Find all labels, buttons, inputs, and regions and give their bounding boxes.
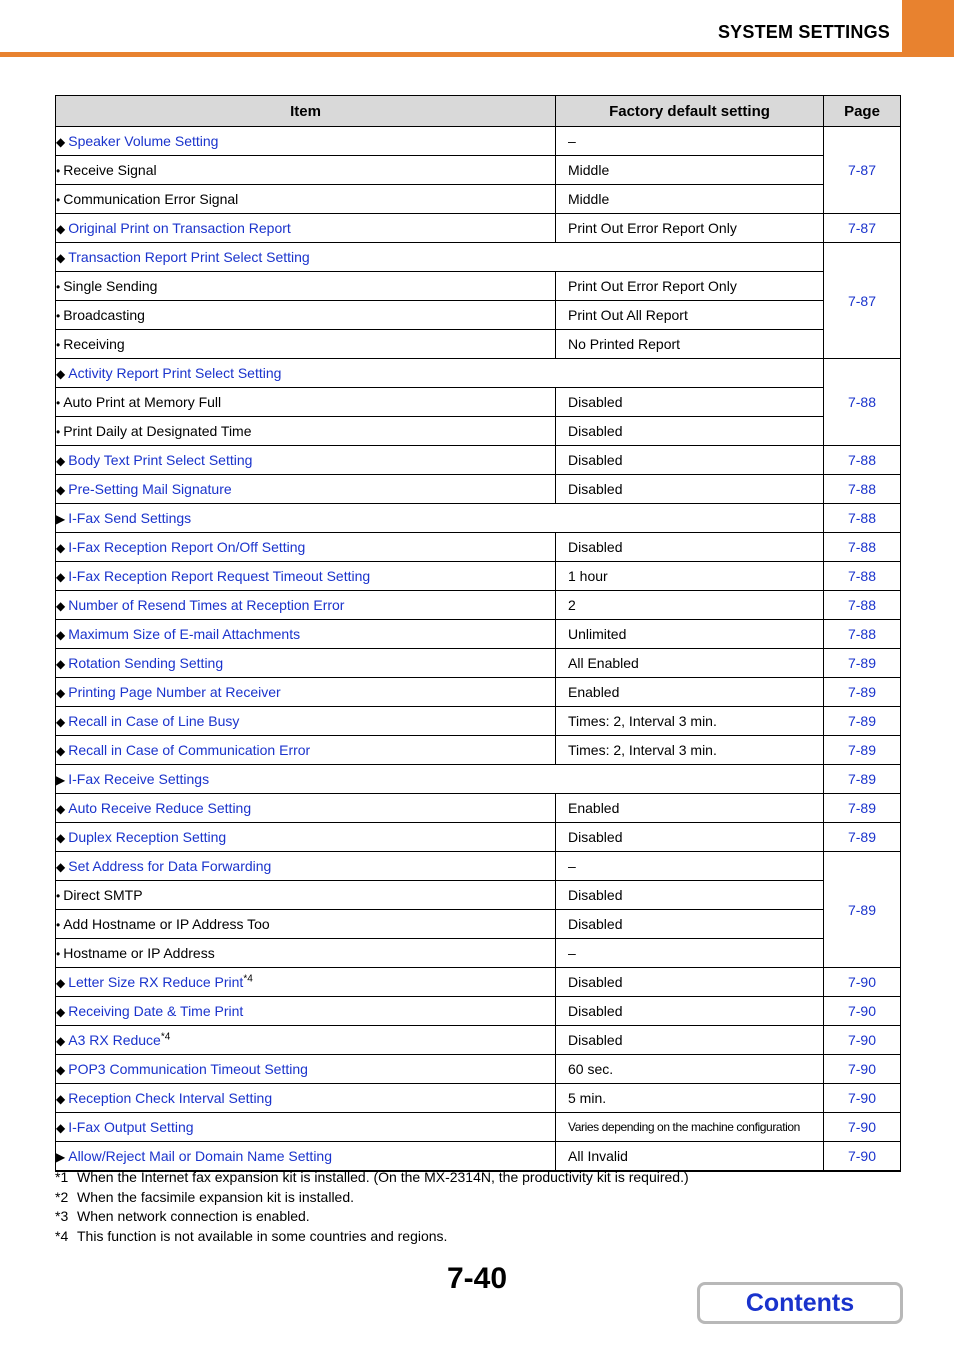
item-link[interactable]: Reception Check Interval Setting xyxy=(68,1090,273,1106)
column-header-page: Page xyxy=(824,96,901,127)
item-label: Receiving xyxy=(63,336,125,352)
page-link[interactable]: 7-88 xyxy=(824,620,901,649)
item-cell xyxy=(56,997,556,1026)
table-row xyxy=(56,765,901,794)
table-row xyxy=(56,910,901,939)
default-value-cell: All Enabled xyxy=(556,649,824,678)
table-row xyxy=(56,533,901,562)
default-value-cell: – xyxy=(556,939,824,968)
item-cell xyxy=(56,852,556,881)
table-row xyxy=(56,1142,901,1172)
item-cell xyxy=(56,1142,556,1172)
table-row xyxy=(56,997,901,1026)
item-cell xyxy=(56,272,556,301)
page-link[interactable]: 7-90 xyxy=(824,1026,901,1055)
diamond-bullet-icon: ◆ xyxy=(56,599,66,613)
header-rule xyxy=(0,52,904,57)
page-link[interactable]: 7-88 xyxy=(824,446,901,475)
settings-table xyxy=(55,95,901,1172)
page-link[interactable]: 7-90 xyxy=(824,997,901,1026)
page-link[interactable]: 7-90 xyxy=(824,1055,901,1084)
diamond-bullet-icon: ◆ xyxy=(56,744,66,758)
default-value-cell: Disabled xyxy=(556,533,824,562)
item-link[interactable]: I-Fax Receive Settings xyxy=(68,771,210,787)
table-row xyxy=(56,939,901,968)
item-link[interactable]: Speaker Volume Setting xyxy=(68,133,219,149)
diamond-bullet-icon: ◆ xyxy=(56,1005,66,1019)
item-link[interactable]: Printing Page Number at Receiver xyxy=(68,684,281,700)
item-link[interactable]: A3 RX Reduce xyxy=(68,1032,161,1048)
table-row xyxy=(56,272,901,301)
item-cell xyxy=(56,475,556,504)
dot-bullet-icon: • xyxy=(56,425,61,439)
item-cell xyxy=(56,1113,556,1142)
page-link[interactable]: 7-88 xyxy=(824,504,901,533)
page-number: 7-40 xyxy=(446,1262,508,1295)
item-link[interactable]: Number of Resend Times at Reception Error xyxy=(68,597,345,613)
item-cell xyxy=(56,910,556,939)
page-link[interactable]: 7-87 xyxy=(824,214,901,243)
footnote: *1 When the Internet fax expansion kit is installed. (On the MX-2314N, the productivity kit is required.) xyxy=(55,1169,689,1185)
page-link[interactable]: 7-89 xyxy=(824,852,901,968)
default-value-cell: Print Out All Report xyxy=(556,301,824,330)
diamond-bullet-icon: ◆ xyxy=(56,1121,66,1135)
item-cell xyxy=(56,1026,556,1055)
section-title: SYSTEM SETTINGS xyxy=(717,22,890,42)
table-row xyxy=(56,707,901,736)
item-cell xyxy=(56,591,556,620)
item-link[interactable]: Original Print on Transaction Report xyxy=(68,220,291,236)
item-cell xyxy=(56,649,556,678)
triangle-bullet-icon: ▶ xyxy=(56,773,66,787)
diamond-bullet-icon: ◆ xyxy=(56,628,66,642)
item-label: Add Hostname or IP Address Too xyxy=(63,916,270,932)
table-row xyxy=(56,736,901,765)
item-cell xyxy=(56,156,556,185)
item-label: Single Sending xyxy=(63,278,158,294)
item-label: Receive Signal xyxy=(63,162,157,178)
table-row xyxy=(56,678,901,707)
table-row xyxy=(56,156,901,185)
page-link[interactable]: 7-89 xyxy=(824,765,901,794)
default-value-cell: Disabled xyxy=(556,1026,824,1055)
table-row xyxy=(56,620,901,649)
page-link[interactable]: 7-89 xyxy=(824,736,901,765)
footnotes xyxy=(55,1168,689,1246)
footnote-ref: *4 xyxy=(243,973,253,985)
diamond-bullet-icon: ◆ xyxy=(56,222,66,236)
table-row xyxy=(56,243,901,272)
item-link[interactable]: Recall in Case of Communication Error xyxy=(68,742,311,758)
dot-bullet-icon: • xyxy=(56,164,61,178)
item-cell xyxy=(56,359,824,388)
diamond-bullet-icon: ◆ xyxy=(56,802,66,816)
default-value-cell: Disabled xyxy=(556,881,824,910)
item-cell xyxy=(56,823,556,852)
item-label: Print Daily at Designated Time xyxy=(63,423,252,439)
item-cell xyxy=(56,562,556,591)
page-link[interactable]: 7-89 xyxy=(824,794,901,823)
page-link[interactable]: 7-88 xyxy=(824,359,901,446)
table-row xyxy=(56,214,901,243)
item-cell xyxy=(56,301,556,330)
table-row xyxy=(56,852,901,881)
default-value-cell: Enabled xyxy=(556,678,824,707)
dot-bullet-icon: • xyxy=(56,338,61,352)
table-row xyxy=(56,823,901,852)
table-row xyxy=(56,504,901,533)
dot-bullet-icon: • xyxy=(56,396,61,410)
item-label: Broadcasting xyxy=(63,307,145,323)
table-row xyxy=(56,185,901,214)
item-cell xyxy=(56,678,556,707)
default-value-cell: – xyxy=(556,852,824,881)
page-link[interactable]: 7-88 xyxy=(824,533,901,562)
table-row xyxy=(56,475,901,504)
column-header-item: Item xyxy=(56,96,556,127)
item-link[interactable]: Recall in Case of Line Busy xyxy=(68,713,240,729)
diamond-bullet-icon: ◆ xyxy=(56,657,66,671)
page-link[interactable]: 7-90 xyxy=(824,1142,901,1172)
item-link[interactable]: Auto Receive Reduce Setting xyxy=(68,800,252,816)
item-cell xyxy=(56,881,556,910)
diamond-bullet-icon: ◆ xyxy=(56,483,66,497)
diamond-bullet-icon: ◆ xyxy=(56,251,66,265)
item-link[interactable]: Body Text Print Select Setting xyxy=(68,452,253,468)
item-cell xyxy=(56,736,556,765)
dot-bullet-icon: • xyxy=(56,889,61,903)
table-row xyxy=(56,301,901,330)
table-row xyxy=(56,359,901,388)
table-body xyxy=(56,127,901,1172)
diamond-bullet-icon: ◆ xyxy=(56,1092,66,1106)
dot-bullet-icon: • xyxy=(56,947,61,961)
table-row xyxy=(56,1026,901,1055)
item-cell xyxy=(56,533,556,562)
page-link[interactable]: 7-89 xyxy=(824,649,901,678)
page-link[interactable]: 7-88 xyxy=(824,591,901,620)
item-link[interactable]: Pre-Setting Mail Signature xyxy=(68,481,232,497)
item-link[interactable]: Rotation Sending Setting xyxy=(68,655,224,671)
triangle-bullet-icon: ▶ xyxy=(56,1150,66,1164)
default-value-cell: Times: 2, Interval 3 min. xyxy=(556,707,824,736)
table-row xyxy=(56,881,901,910)
footnote-ref: *4 xyxy=(160,1031,171,1043)
diamond-bullet-icon: ◆ xyxy=(56,135,66,149)
item-link[interactable]: Letter Size RX Reduce Print xyxy=(68,974,244,990)
default-value-cell: Middle xyxy=(556,185,824,214)
item-cell xyxy=(56,620,556,649)
item-link[interactable]: Duplex Reception Setting xyxy=(68,829,227,845)
default-value-cell: Varies depending on the machine configuration xyxy=(556,1113,824,1142)
page-link[interactable]: 7-88 xyxy=(824,562,901,591)
table-header-row xyxy=(56,96,901,127)
triangle-bullet-icon: ▶ xyxy=(56,512,66,526)
item-cell xyxy=(56,243,824,272)
item-link[interactable]: Activity Report Print Select Setting xyxy=(68,365,282,381)
table-row xyxy=(56,388,901,417)
item-cell xyxy=(56,504,824,533)
item-cell xyxy=(56,127,556,156)
item-link[interactable]: I-Fax Reception Report Request Timeout Setting xyxy=(68,568,371,584)
default-value-cell: Disabled xyxy=(556,475,824,504)
table-row xyxy=(56,591,901,620)
page-link[interactable]: 7-87 xyxy=(824,243,901,359)
column-header-default: Factory default setting xyxy=(556,96,824,127)
diamond-bullet-icon: ◆ xyxy=(56,1034,66,1048)
item-cell xyxy=(56,707,556,736)
table-row xyxy=(56,968,901,997)
item-cell xyxy=(56,939,556,968)
page-link[interactable]: 7-87 xyxy=(824,127,901,214)
table-row xyxy=(56,1084,901,1113)
header-tab xyxy=(902,0,954,57)
item-cell xyxy=(56,1084,556,1113)
table-row xyxy=(56,794,901,823)
item-link[interactable]: I-Fax Reception Report On/Off Setting xyxy=(68,539,306,555)
default-value-cell: Print Out Error Report Only xyxy=(556,214,824,243)
item-cell xyxy=(56,417,556,446)
default-value-cell: Unlimited xyxy=(556,620,824,649)
page-link[interactable]: 7-89 xyxy=(824,678,901,707)
item-link[interactable]: Transaction Report Print Select Setting xyxy=(68,249,310,265)
diamond-bullet-icon: ◆ xyxy=(56,1063,66,1077)
item-cell xyxy=(56,330,556,359)
table-row xyxy=(56,1055,901,1084)
dot-bullet-icon: • xyxy=(56,918,61,932)
item-link[interactable]: Allow/Reject Mail or Domain Name Setting xyxy=(68,1148,332,1164)
default-value-cell: Print Out Error Report Only xyxy=(556,272,824,301)
default-value-cell: All Invalid xyxy=(556,1142,824,1172)
default-value-cell: Disabled xyxy=(556,997,824,1026)
default-value-cell: Disabled xyxy=(556,446,824,475)
table-row xyxy=(56,562,901,591)
item-cell xyxy=(56,968,556,997)
diamond-bullet-icon: ◆ xyxy=(56,367,66,381)
default-value-cell: Disabled xyxy=(556,910,824,939)
table-row xyxy=(56,1113,901,1142)
diamond-bullet-icon: ◆ xyxy=(56,715,66,729)
default-value-cell: 1 hour xyxy=(556,562,824,591)
diamond-bullet-icon: ◆ xyxy=(56,570,66,584)
item-link[interactable]: Receiving Date & Time Print xyxy=(68,1003,244,1019)
contents-button[interactable]: Contents xyxy=(697,1282,903,1324)
footnote: *3 When network connection is enabled. xyxy=(55,1208,310,1224)
item-label: Hostname or IP Address xyxy=(63,945,215,961)
default-value-cell: Times: 2, Interval 3 min. xyxy=(556,736,824,765)
page-link[interactable]: 7-89 xyxy=(824,823,901,852)
item-cell xyxy=(56,794,556,823)
page-link[interactable]: 7-90 xyxy=(824,1113,901,1142)
item-label: Auto Print at Memory Full xyxy=(63,394,222,410)
item-cell xyxy=(56,446,556,475)
table-row xyxy=(56,446,901,475)
item-label: Direct SMTP xyxy=(63,887,143,903)
default-value-cell: 60 sec. xyxy=(556,1055,824,1084)
default-value-cell: 2 xyxy=(556,591,824,620)
dot-bullet-icon: • xyxy=(56,309,61,323)
diamond-bullet-icon: ◆ xyxy=(56,860,66,874)
default-value-cell: – xyxy=(556,127,824,156)
page-link[interactable]: 7-89 xyxy=(824,707,901,736)
diamond-bullet-icon: ◆ xyxy=(56,976,66,990)
diamond-bullet-icon: ◆ xyxy=(56,541,66,555)
diamond-bullet-icon: ◆ xyxy=(56,454,66,468)
default-value-cell: Disabled xyxy=(556,968,824,997)
dot-bullet-icon: • xyxy=(56,280,61,294)
dot-bullet-icon: • xyxy=(56,193,61,207)
page-link[interactable]: 7-90 xyxy=(824,1084,901,1113)
page-link[interactable]: 7-90 xyxy=(824,968,901,997)
item-cell xyxy=(56,1055,556,1084)
default-value-cell: Disabled xyxy=(556,823,824,852)
item-link[interactable]: I-Fax Send Settings xyxy=(68,510,192,526)
default-value-cell: 5 min. xyxy=(556,1084,824,1113)
item-link[interactable]: Maximum Size of E-mail Attachments xyxy=(68,626,301,642)
diamond-bullet-icon: ◆ xyxy=(56,686,66,700)
page-link[interactable]: 7-88 xyxy=(824,475,901,504)
default-value-cell: Disabled xyxy=(556,388,824,417)
default-value-cell: Disabled xyxy=(556,417,824,446)
footnote: *2 When the facsimile expansion kit is installed. xyxy=(55,1188,355,1205)
table-row xyxy=(56,649,901,678)
footnote: *4 This function is not available in some countries and regions. xyxy=(55,1227,448,1244)
item-link[interactable]: Set Address for Data Forwarding xyxy=(68,858,272,874)
table-row xyxy=(56,417,901,446)
table-row xyxy=(56,127,901,156)
item-link[interactable]: I-Fax Output Setting xyxy=(68,1119,194,1135)
diamond-bullet-icon: ◆ xyxy=(56,831,66,845)
item-link[interactable]: POP3 Communication Timeout Setting xyxy=(68,1061,308,1077)
item-label: Communication Error Signal xyxy=(63,191,239,207)
default-value-cell: Middle xyxy=(556,156,824,185)
item-cell xyxy=(56,214,556,243)
table-row xyxy=(56,330,901,359)
default-value-cell: No Printed Report xyxy=(556,330,824,359)
item-cell xyxy=(56,185,556,214)
default-value-cell: Enabled xyxy=(556,794,824,823)
item-cell xyxy=(56,388,556,417)
item-cell xyxy=(56,765,824,794)
